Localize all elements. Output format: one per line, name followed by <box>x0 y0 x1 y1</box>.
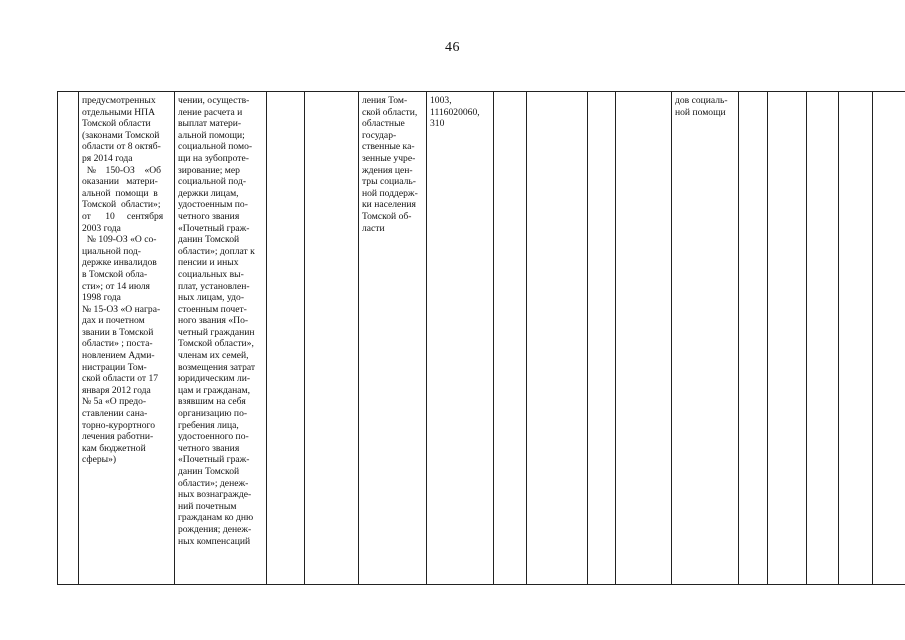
cell-text-line: альной помощи в <box>82 187 158 199</box>
document-table <box>57 91 905 585</box>
cell-text-line: кам бюджетной <box>82 442 146 454</box>
cell-text-line: ных компенсаций <box>178 535 251 547</box>
cell-text-line: области от 8 октяб- <box>82 141 161 153</box>
cell-text-line: удостоенным по- <box>178 199 248 211</box>
cell-text-line: цам и гражданам, <box>178 384 251 396</box>
cell-text-line: данин Томской <box>178 466 240 477</box>
cell-text-line: держки лицам, <box>178 187 239 199</box>
cell-text-line: Томской области», <box>178 338 254 350</box>
cell-text-line: альной помощи; <box>178 129 245 141</box>
cell-text-line: четный гражданин <box>178 326 255 338</box>
cell-text-line: социальной под- <box>178 176 247 188</box>
cell-text-line: членам их семей, <box>178 350 249 362</box>
cell-text-line: ставлении сана- <box>82 408 148 420</box>
cell-text-line: ной поддерж- <box>362 187 418 199</box>
cell-text-line: от 10 сентября <box>82 210 164 222</box>
cell-text-line: циальной под- <box>82 245 141 257</box>
cell-text-line: гребения лица, <box>178 419 239 431</box>
cell-text-line: ление расчета и <box>178 106 243 118</box>
cell-text-line: № 15-ОЗ «О награ- <box>82 303 161 315</box>
cell-text-line: ных лицам, удо- <box>178 292 245 304</box>
cell-text-line: удостоенного по- <box>178 431 249 443</box>
cell-text-line: чении, осуществ- <box>178 95 250 106</box>
cell-text-line: торно-курортного <box>82 419 155 431</box>
cell-text-line: в Томской обла- <box>82 268 148 280</box>
table-cell-recipient <box>359 92 427 584</box>
cell-text-line: плат, установлен- <box>178 280 250 292</box>
cell-text-line: пенсии и иных <box>178 257 239 269</box>
cell-text-line: рождения; денеж- <box>178 523 252 535</box>
cell-text-line: «Почетный граж- <box>178 222 250 234</box>
cell-text-line: № 109-ОЗ «О со- <box>82 234 157 246</box>
cell-text-line: 310 <box>430 118 445 130</box>
table-cell-empty <box>873 92 905 584</box>
cell-text-line: ной помощи <box>675 106 726 118</box>
cell-text-line: сферы») <box>82 454 117 466</box>
cell-text-line: тры социаль- <box>362 176 416 188</box>
cell-text-line: предусмотренных <box>82 95 156 106</box>
cell-text-line: четного звания <box>178 442 240 454</box>
table-cell-empty <box>588 92 616 584</box>
cell-text-line: ласти <box>362 222 385 234</box>
table-cell-empty <box>527 92 588 584</box>
cell-text-line: сти»; от 14 июля <box>82 280 150 292</box>
cell-text-line: Томской области»; <box>82 199 161 211</box>
cell-text-line: организацию по- <box>178 408 248 420</box>
cell-text-line: ления Том- <box>362 95 408 106</box>
cell-text-line: 1116020060, <box>430 106 480 118</box>
cell-text-line: 1998 года <box>82 292 121 304</box>
cell-text-line: ственные ка- <box>362 141 415 153</box>
table-cell-empty <box>494 92 527 584</box>
cell-text-line: января 2012 года <box>82 384 151 396</box>
cell-text-line: гражданам ко дню <box>178 512 254 524</box>
cell-text-line: юридическим ли- <box>178 373 251 385</box>
cell-text-line: ного звания «По- <box>178 315 249 327</box>
cell-text-line: четного звания <box>178 210 240 222</box>
cell-text-line: ря 2014 года <box>82 152 133 164</box>
cell-text-line: Томской области <box>82 118 151 130</box>
cell-text-line: области»; доплат к <box>178 245 255 257</box>
cell-text-line: «Почетный граж- <box>178 454 250 466</box>
cell-text-line: № 5а «О предо- <box>82 396 147 408</box>
table-cell-empty <box>305 92 359 584</box>
table-cell-empty <box>839 92 873 584</box>
cell-text-line: выплат матери- <box>178 118 242 130</box>
cell-text-line: области»; денеж- <box>178 477 249 489</box>
table-cell-empty <box>267 92 305 584</box>
cell-text-line: государ- <box>362 129 397 141</box>
cell-text-line: стоенным почет- <box>178 303 247 315</box>
table-cell-empty <box>616 92 672 584</box>
cell-text-line: социальных вы- <box>178 268 244 280</box>
cell-text-line: областные <box>362 118 405 130</box>
table-cell-indicator <box>672 92 739 584</box>
cell-text-line: щи на зубопроте- <box>178 152 249 164</box>
table-cell-budget-code <box>427 92 494 584</box>
table-cell-purpose <box>175 92 267 584</box>
cell-text-line: № 150-ОЗ «Об <box>82 164 162 176</box>
cell-text-line: ных вознагражде- <box>178 489 252 501</box>
cell-text-line: зирование; мер <box>178 164 240 176</box>
cell-text-line: данин Томской <box>178 234 240 246</box>
page-number: 46 <box>445 40 460 55</box>
table-cell-empty <box>768 92 807 584</box>
cell-text-line: возмещения затрат <box>178 361 256 373</box>
cell-text-line: ской области от 17 <box>82 373 159 385</box>
cell-text-line: дах и почетном <box>82 315 145 327</box>
table-cell-number <box>58 92 79 584</box>
table-cell-empty <box>739 92 768 584</box>
cell-text-line: 1003, <box>430 95 452 106</box>
cell-text-line: Томской об- <box>362 210 412 222</box>
cell-text-line: области» ; поста- <box>82 338 153 350</box>
cell-text-line: нистрации Том- <box>82 361 147 373</box>
cell-text-line: 2003 года <box>82 222 121 234</box>
cell-text-line: ской области, <box>362 106 418 118</box>
cell-text-line: ний почетным <box>178 500 237 512</box>
cell-text-line: оказании матери- <box>82 176 158 188</box>
cell-text-line: (законами Томской <box>82 129 160 141</box>
cell-text-line: ждения цен- <box>362 164 413 176</box>
cell-text-line: ки населения <box>362 199 416 211</box>
cell-text-line: новлением Адми- <box>82 350 155 362</box>
cell-text-line: держке инвалидов <box>82 257 157 269</box>
cell-text-line: лечения работни- <box>82 431 154 443</box>
cell-text-line: зенные учре- <box>362 152 416 164</box>
cell-text-line: социальной помо- <box>178 141 253 153</box>
cell-text-line: дов социаль- <box>675 95 728 106</box>
cell-text-line: отдельными НПА <box>82 106 156 118</box>
table-cell-empty <box>807 92 839 584</box>
table-cell-legal-basis <box>79 92 175 584</box>
cell-text-line: звании в Томской <box>82 326 154 338</box>
cell-text-line: взявшим на себя <box>178 396 246 408</box>
